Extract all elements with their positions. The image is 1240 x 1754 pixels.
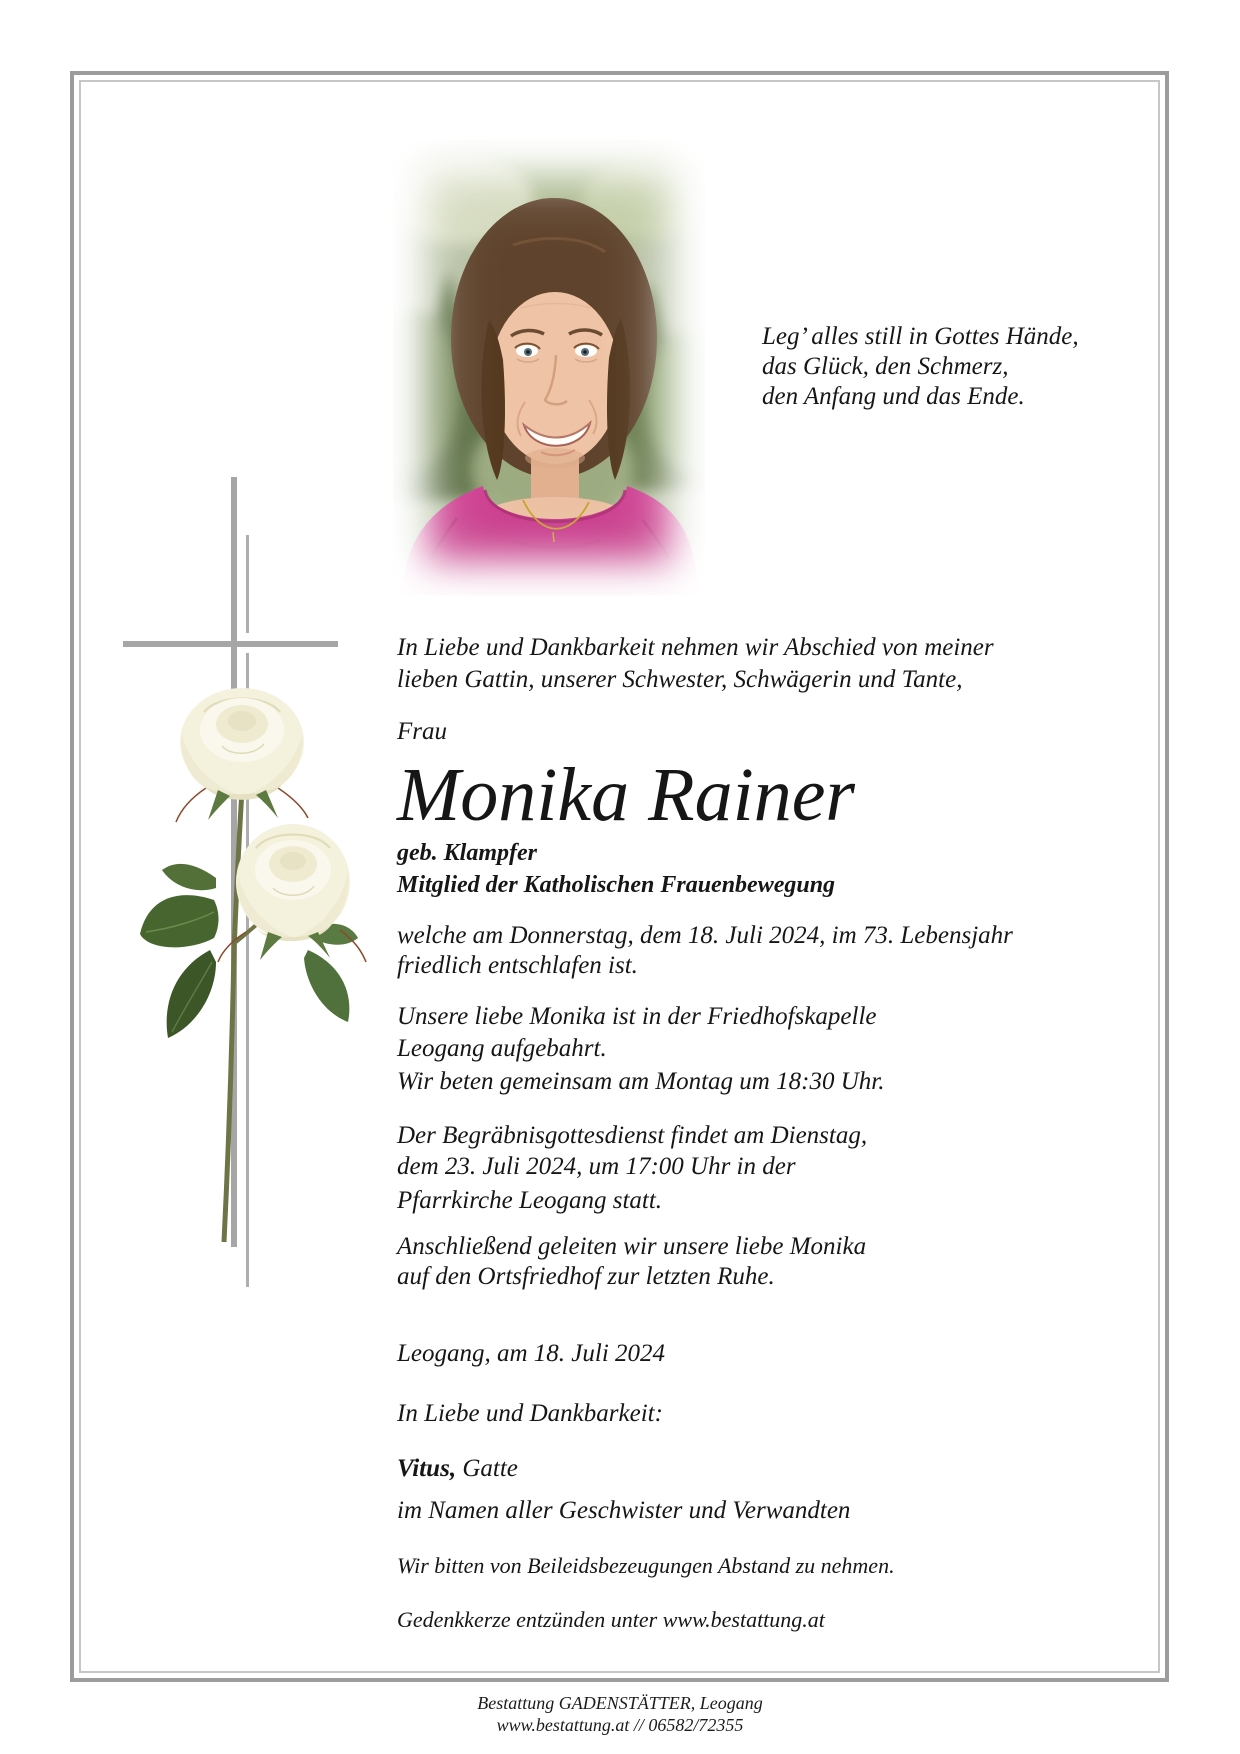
laying-line: Unsere liebe Monika ist in der Friedhofskapelle [397,1003,877,1030]
service-line: Pfarrkirche Leogang statt. [397,1187,663,1214]
burial-line: auf den Ortsfriedhof zur letzten Ruhe. [397,1263,775,1290]
deceased-name: Monika Rainer [397,753,856,837]
portrait-photo [393,140,705,595]
prayer-line: Wir beten gemeinsam am Montag um 18:30 Uhr. [397,1068,885,1095]
death-notice-line: friedlich entschlafen ist. [397,952,638,979]
death-notice-line: welche am Donnerstag, dem 18. Juli 2024, im 73. Lebensjahr [397,922,1013,949]
mourner-line [397,1454,518,1483]
quote-line: das Glück, den Schmerz, [762,353,1009,380]
portrait-illustration [393,140,705,595]
salutation: Frau [397,718,447,745]
membership-line: Mitglied der Katholischen Frauenbewegung [397,872,836,898]
cross-horizontal-bar [123,641,338,647]
laying-line: Leogang aufgebahrt. [397,1035,607,1062]
candle-note: Gedenkkerze entzünden unter www.bestattung.at [397,1607,825,1632]
service-line: Der Begräbnisgottesdienst findet am Dienstag, [397,1122,868,1149]
cross-thin-line-upper [246,535,249,633]
closing-line: In Liebe und Dankbarkeit: [397,1400,663,1427]
funeral-home-name: Bestattung GADENSTÄTTER, Leogang [477,1693,763,1713]
burial-line: Anschließend geleiten wir unsere liebe Monika [397,1233,867,1260]
intro-line: lieben Gattin, unserer Schwester, Schwägerin und Tante, [397,666,963,693]
relatives-line: im Namen aller Geschwister und Verwandten [397,1497,851,1524]
quote-line: Leg’ alles still in Gottes Hände, [762,323,1079,350]
white-roses-icon [118,650,368,1300]
service-line: dem 23. Juli 2024, um 17:00 Uhr in der [397,1153,796,1180]
mourner-relation: Gatte [456,1455,518,1482]
funeral-home-footer [0,1692,1240,1736]
funeral-home-contact: www.bestattung.at // 06582/72355 [496,1715,744,1735]
dateline: Leogang, am 18. Juli 2024 [397,1340,666,1367]
birth-name: geb. Klampfer [397,840,537,866]
mourner-name: Vitus, [397,1455,457,1482]
intro-line: In Liebe und Dankbarkeit nehmen wir Abschied von meiner [397,634,994,661]
rose-stem [224,790,242,1242]
comfort-quote [762,322,1079,412]
quote-line: den Anfang und das Ende. [762,383,1025,410]
condolence-note: Wir bitten von Beileidsbezeugungen Abstand zu nehmen. [397,1553,895,1578]
